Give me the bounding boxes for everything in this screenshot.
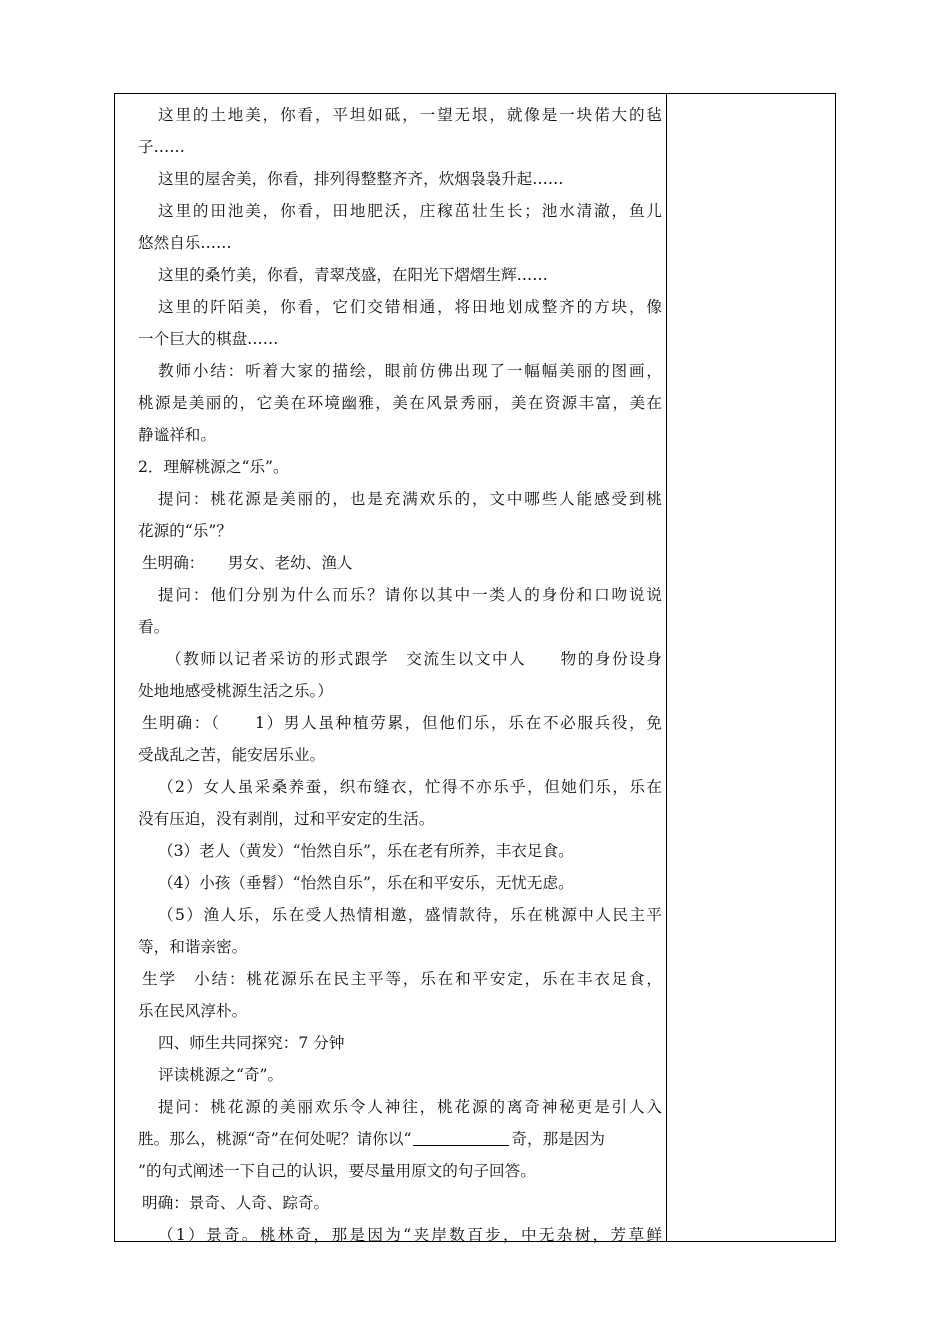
- text-span: 奇，那是因为: [511, 1130, 605, 1148]
- text-line: 这里的土地美，你看，平坦如砥，一望无垠，就像是一块偌大的毡: [158, 106, 662, 124]
- text-line: 乐在民风淳朴。: [138, 1002, 248, 1020]
- text-line: 看。: [138, 618, 170, 636]
- text-line: [138, 1123, 662, 1155]
- text-line: ”的句式阐述一下自己的认识，要尽量用原文的句子回答。: [138, 1162, 536, 1180]
- text-line: （3）老人（黄发）“怡然自乐”，乐在老有所养，丰衣足食。: [158, 842, 574, 860]
- text-line: 子……: [138, 138, 185, 156]
- text-line: 提问：桃花源是美丽的，也是充满欢乐的，文中哪些人能感受到桃: [158, 490, 662, 508]
- fill-in-blank: [413, 1127, 509, 1146]
- text-line: 一个巨大的棋盘……: [138, 330, 279, 348]
- text-line: （2）女人虽采桑养蚕，织布缝衣，忙得不亦乐乎，但她们乐，乐在: [158, 778, 662, 796]
- text-line: 教师小结：听着大家的描绘，眼前仿佛出现了一幅幅美丽的图画，: [158, 362, 662, 380]
- text-line: 桃源是美丽的，它美在环境幽雅，美在风景秀丽，美在资源丰富，美在: [138, 394, 662, 412]
- text-line: 提问：他们分别为什么而乐？请你以其中一类人的身份和口吻说说: [158, 586, 662, 604]
- text-line: 受战乱之苦，能安居乐业。: [138, 746, 326, 764]
- text-line: 静谧祥和。: [138, 426, 216, 444]
- text-line: 这里的阡陌美，你看，它们交错相通，将田地划成整齐的方块，像: [158, 298, 662, 316]
- text-line: 生明确：（ 1）男人虽种植劳累，但他们乐，乐在不必服兵役，免: [142, 714, 662, 732]
- text-line: 提问：桃花源的美丽欢乐令人神往，桃花源的离奇神秘更是引人入: [158, 1098, 662, 1116]
- text-line: 这里的桑竹美，你看，青翠茂盛，在阳光下熠熠生辉……: [158, 266, 548, 284]
- text-line: （教师以记者采访的形式跟学 交流生以文中人 物的身份设身: [166, 650, 662, 668]
- section-heading: 四、师生共同探究：7 分钟: [158, 1034, 345, 1052]
- section-heading: 2．理解桃源之“乐”。: [138, 458, 289, 476]
- text-line: 生学 小结：桃花源乐在民主平等，乐在和平安定，乐在丰衣足食，: [142, 970, 662, 988]
- text-line: （5）渔人乐，乐在受人热情相邀，盛情款待，乐在桃源中人民主平: [158, 906, 662, 924]
- text-line: 这里的屋舍美，你看，排列得整整齐齐，炊烟袅袅升起……: [158, 170, 564, 188]
- document-body: [138, 99, 662, 1251]
- text-line: 等，和谐亲密。: [138, 938, 248, 956]
- text-line: 明确：景奇、人奇、踪奇。: [142, 1194, 330, 1212]
- text-line: 评读桃源之“奇”。: [158, 1066, 284, 1084]
- text-line: 花源的“乐”？: [138, 522, 232, 540]
- text-line: 生明确： 男女、老幼、渔人: [142, 554, 353, 572]
- text-line: 悠然自乐……: [138, 234, 232, 252]
- text-line: （4）小孩（垂髫）“怡然自乐”，乐在和平安乐，无忧无虑。: [158, 874, 574, 892]
- text-span: 胜。那么，桃源“奇”在何处呢？请你以“: [138, 1130, 412, 1148]
- text-line: 处地地感受桃源生活之乐。）: [138, 682, 333, 700]
- text-line: 没有压迫，没有剥削，过和平安定的生活。: [138, 810, 435, 828]
- column-divider: [666, 93, 667, 1242]
- text-line: 这里的田池美，你看，田地肥沃，庄稼茁壮生长；池水清澈，鱼儿: [158, 202, 662, 220]
- text-line: （1）景奇。桃林奇，那是因为“夹岸数百步，中无杂树，芳草鲜: [158, 1226, 662, 1244]
